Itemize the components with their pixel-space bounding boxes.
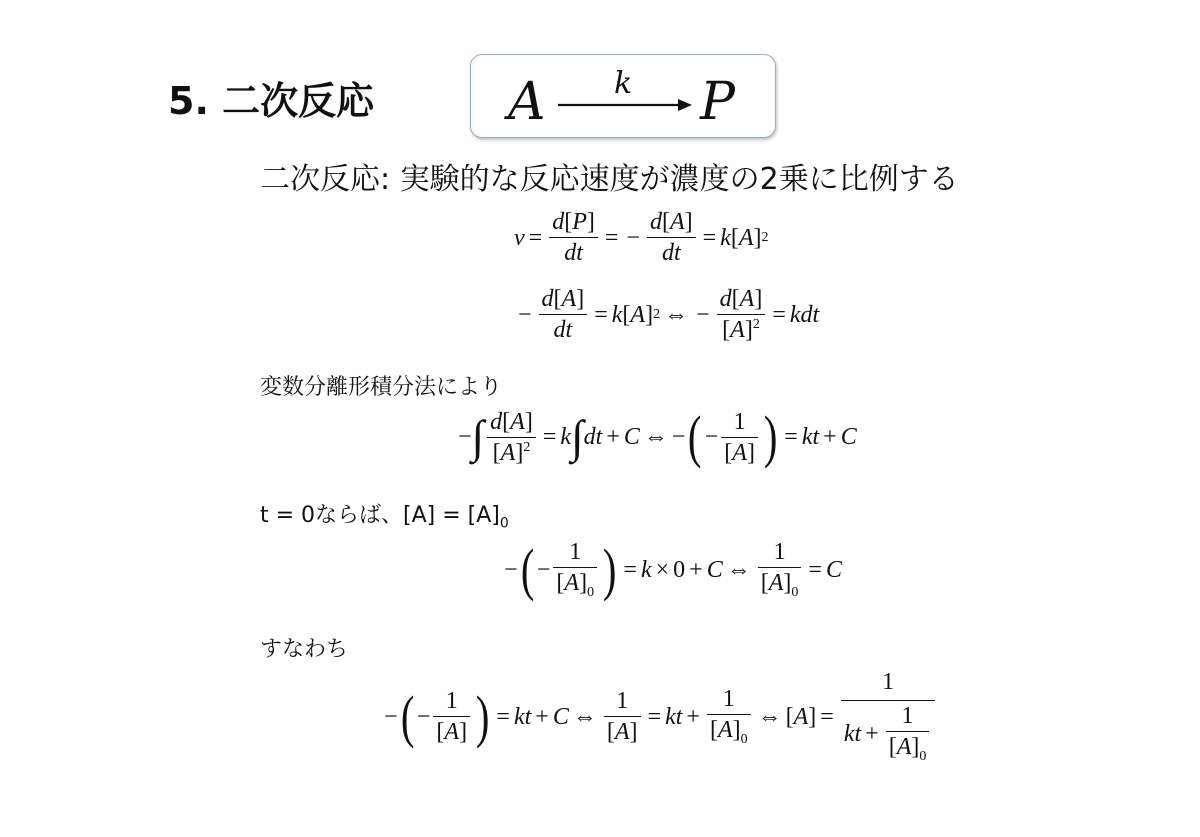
result-equation: − ( − $\frac{1}{[A]}$ ) = kt + C ⇔ $\frac{1}{[A]}$ = kt + $\frac{1}{[A]_0}$ ⇔ [ A ] = 1 kt + $\frac{1}{[A]_0}$ <box>384 670 938 764</box>
section-title: 5. 二次反応 <box>168 79 375 123</box>
reaction-rate-constant: k <box>614 66 633 101</box>
reaction-arrow-icon <box>558 98 694 112</box>
therefore-label: すなわち <box>260 637 349 662</box>
initial-condition-equation: − ( − $\frac{1}{[A]_0}$ ) = k × 0 + C ⇔ $\frac{1}{[A]_0}$ = C <box>504 536 842 602</box>
integrated-equation: − ∫ $\frac{d[A]}{[A]^2}$ = k ∫ dt + C ⇔ − ( − $\frac{1}{[A]}$ ) = kt + C <box>458 404 857 469</box>
separated-equation: − $\frac{d[A]}{dt}$ = k [ A ] 2 ⇔ − $\frac{d[A]}{[A]^2}$ = kdt <box>518 286 820 343</box>
reaction-reactant: A <box>508 72 546 132</box>
definition-text: 二次反応: 実験的な反応速度が濃度の2乗に比例する <box>260 162 959 197</box>
reaction-product: P <box>700 72 735 132</box>
separation-label: 変数分離形積分法により <box>260 375 503 400</box>
rate-law-equation: v = $\frac{d[P]}{dt}$ = − $\frac{d[A]}{dt}$ = k [ A ] 2 <box>514 209 769 266</box>
initial-condition-label: t = 0ならば、$[A] = [A]_0$ <box>260 503 509 532</box>
